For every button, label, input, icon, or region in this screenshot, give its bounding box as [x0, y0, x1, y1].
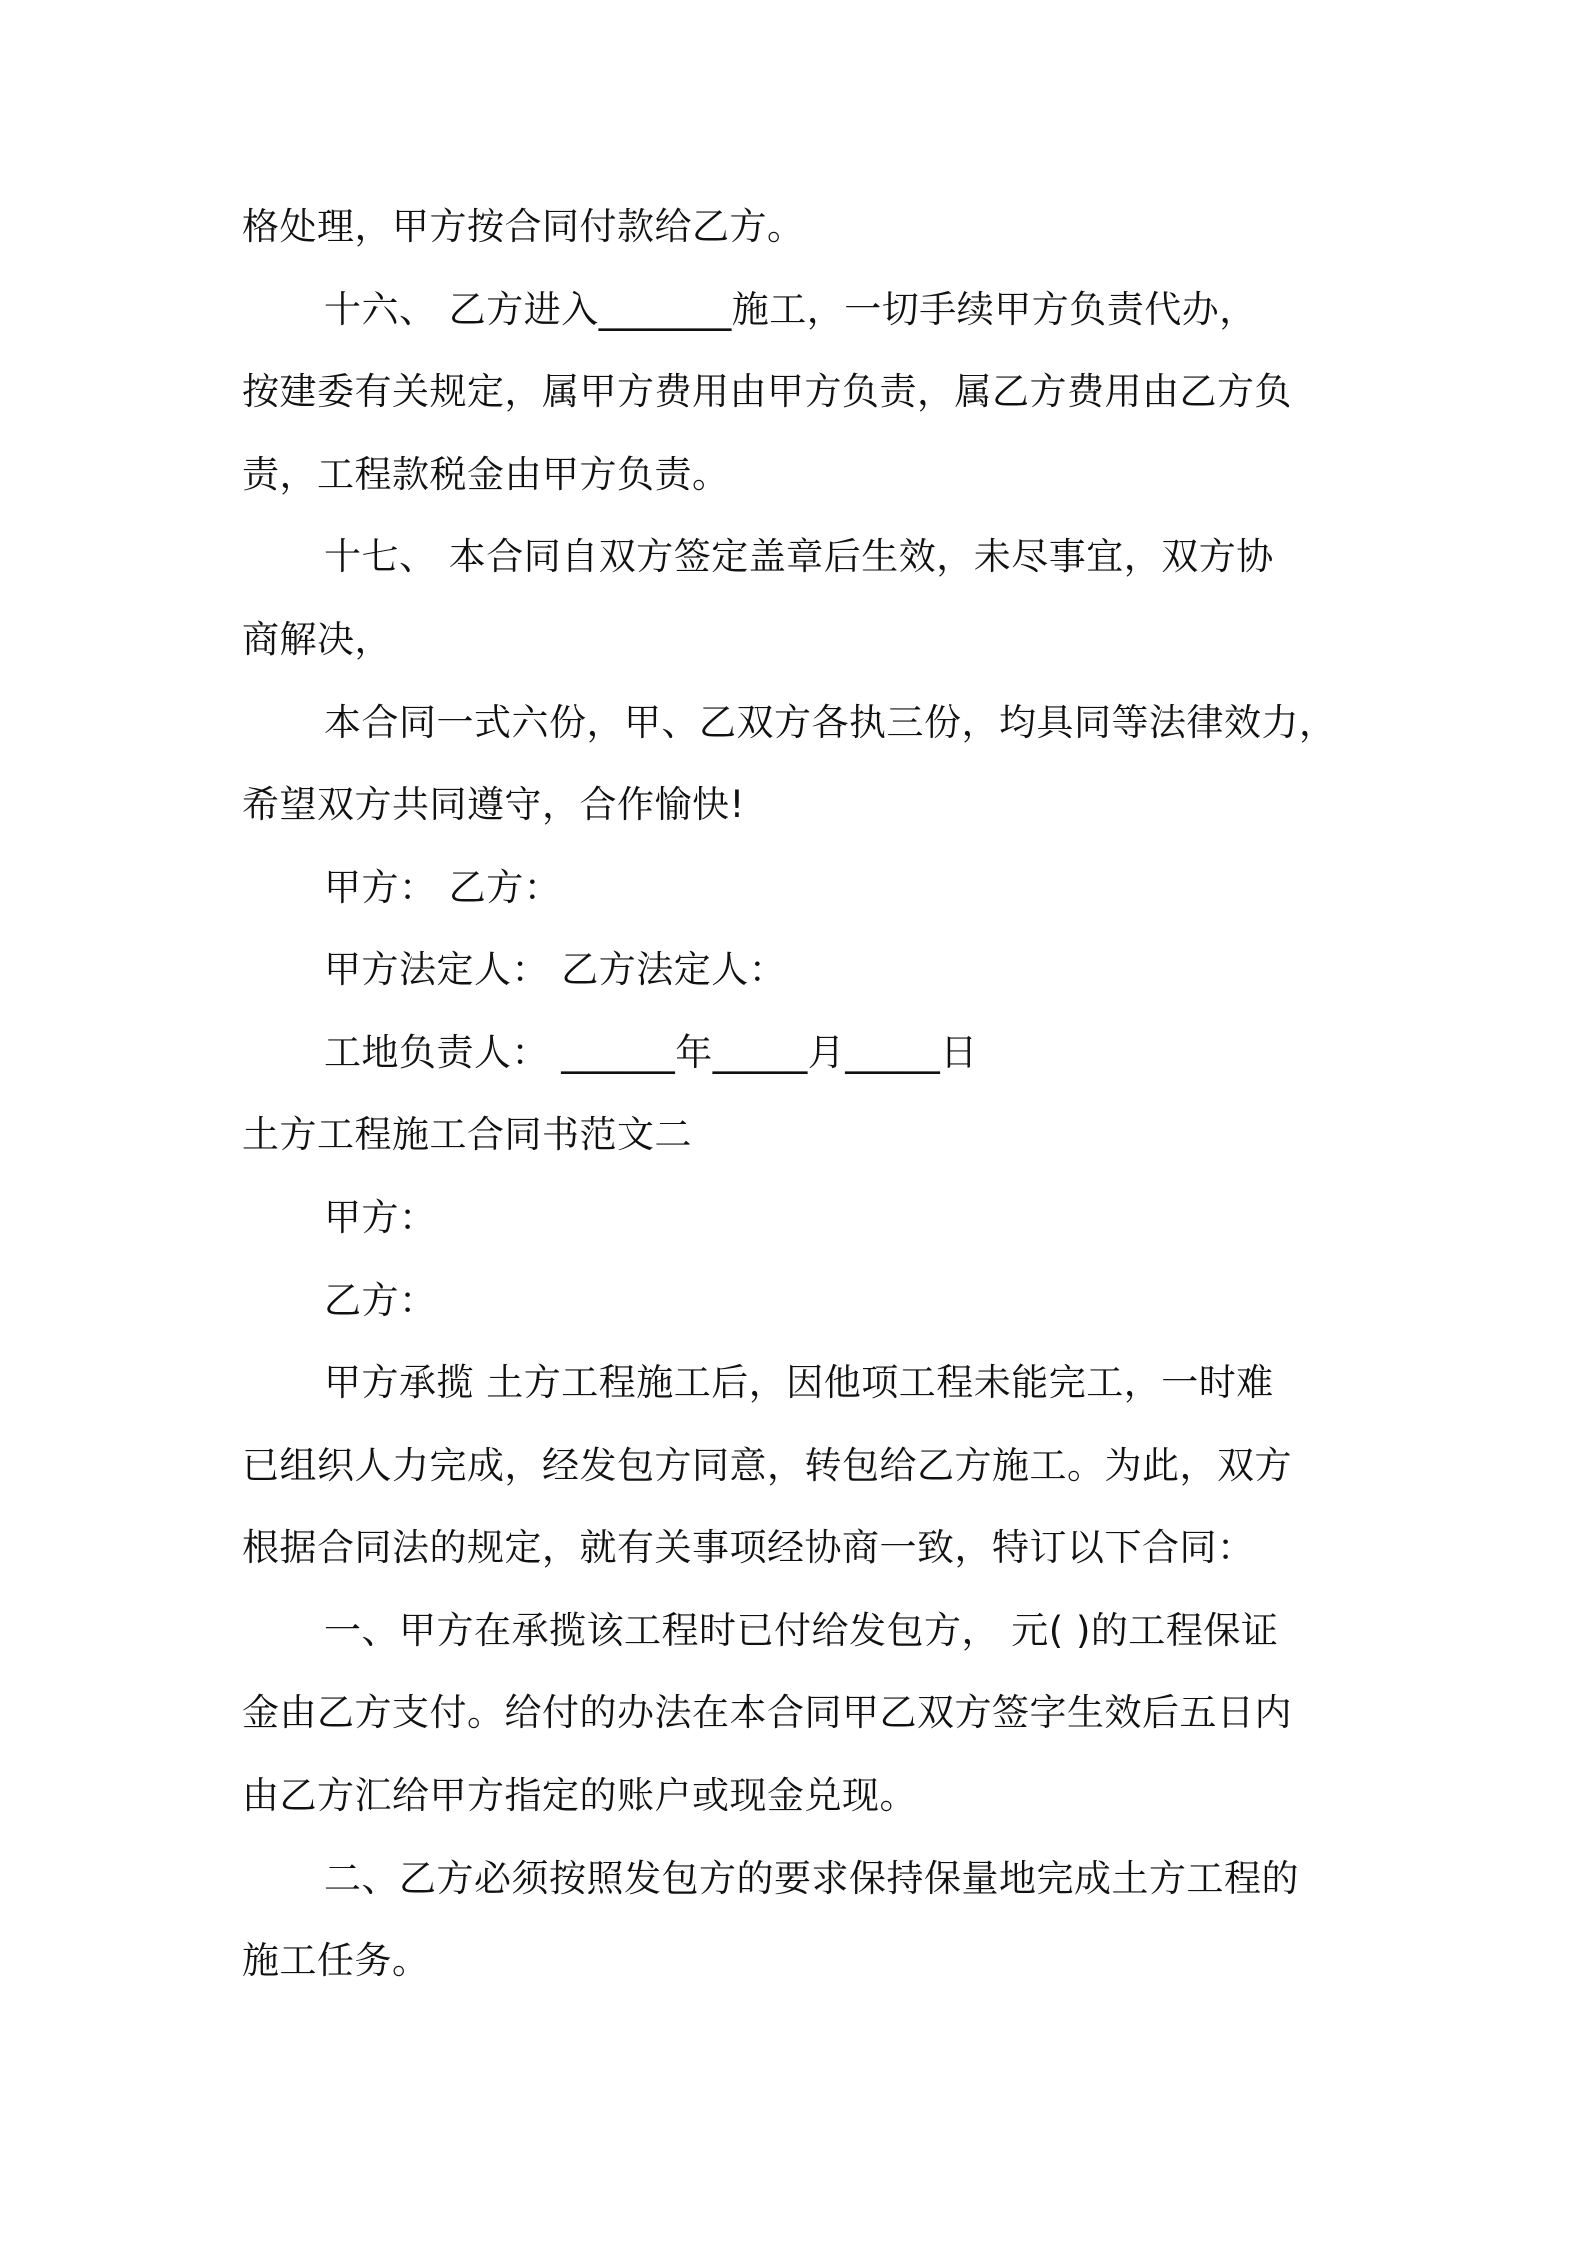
- text-line: 二、乙方必须按照发包方的要求保持保量地完成土方工程的: [324, 1857, 1299, 1900]
- text-line: 一、甲方在承揽该工程时已付给发包方， 元( )的工程保证: [324, 1609, 1279, 1652]
- signature-line: 工地负责人： ______年_____月_____日: [324, 1031, 978, 1074]
- text-line: 责，工程款税金由甲方负责。: [242, 453, 730, 496]
- text-line: 甲方承揽 土方工程施工后，因他项工程未能完工，一时难: [324, 1361, 1274, 1404]
- signature-line: 甲方： 乙方：: [324, 866, 562, 909]
- text-line: 金由乙方支付。给付的办法在本合同甲乙双方签字生效后五日内: [242, 1691, 1292, 1734]
- text-line: 甲方：: [324, 1196, 437, 1239]
- section-heading: 土方工程施工合同书范文二: [242, 1113, 692, 1156]
- text-line: 按建委有关规定，属甲方费用由甲方负责，属乙方费用由乙方负: [242, 370, 1292, 413]
- text-line: 已组织人力完成，经发包方同意，转包给乙方施工。为此，双方: [242, 1444, 1292, 1487]
- text-line: 十七、 本合同自双方签定盖章后生效，未尽事宜，双方协: [324, 535, 1274, 578]
- text-line: 十六、 乙方进入_______施工，一切手续甲方负责代办，: [324, 288, 1257, 331]
- text-line: 希望双方共同遵守，合作愉快!: [242, 783, 745, 826]
- text-line: 施工任务。: [242, 1939, 430, 1982]
- text-line: 商解决，: [242, 618, 392, 661]
- signature-line: 甲方法定人： 乙方法定人：: [324, 948, 787, 991]
- text-line: 本合同一式六份，甲、乙双方各执三份，均具同等法律效力，: [324, 701, 1337, 744]
- text-line: 由乙方汇给甲方指定的账户或现金兑现。: [242, 1774, 917, 1817]
- text-line: 乙方：: [324, 1279, 437, 1322]
- text-line: 格处理，甲方按合同付款给乙方。: [242, 205, 805, 248]
- text-line: 根据合同法的规定，就有关事项经协商一致，特订以下合同：: [242, 1526, 1255, 1569]
